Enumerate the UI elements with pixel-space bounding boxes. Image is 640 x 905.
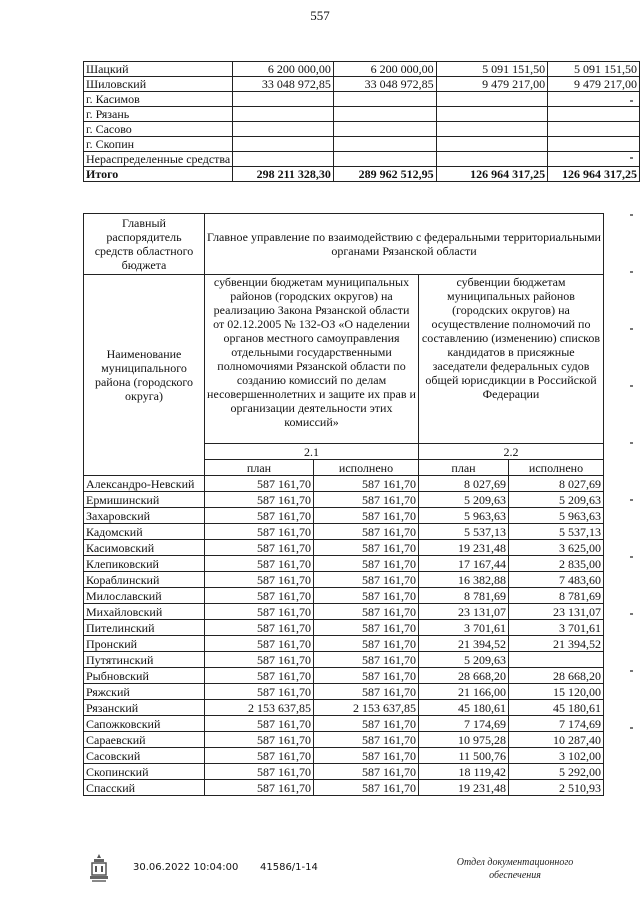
plan-value-2: 8 027,69 <box>419 476 509 492</box>
done-value-1: 587 161,70 <box>314 588 419 604</box>
district-name: Шиловский <box>84 77 233 92</box>
district-name: Итого <box>84 167 233 182</box>
table-row <box>84 652 604 668</box>
plan-value-1 <box>233 137 334 152</box>
table-row <box>84 524 604 540</box>
done-value-1: 587 161,70 <box>314 732 419 748</box>
plan-value-1: 298 211 328,30 <box>233 167 334 182</box>
table-row <box>84 764 604 780</box>
district-name: Скопинский <box>84 764 205 780</box>
done-value-2 <box>548 107 640 122</box>
done-value-1: 587 161,70 <box>314 748 419 764</box>
plan-value-2: 18 119,42 <box>419 764 509 780</box>
plan-value-1: 587 161,70 <box>205 540 314 556</box>
plan-value-1: 587 161,70 <box>205 476 314 492</box>
done-value-1: 587 161,70 <box>314 476 419 492</box>
plan-value-2 <box>436 137 548 152</box>
district-name: Милославский <box>84 588 205 604</box>
table-row <box>84 716 604 732</box>
done-value-1 <box>333 122 436 137</box>
plan-value-1: 33 048 972,85 <box>233 77 334 92</box>
district-name: Рыбновский <box>84 668 205 684</box>
plan-value-2: 17 167,44 <box>419 556 509 572</box>
plan-value-2: 23 131,07 <box>419 604 509 620</box>
table-row <box>84 62 640 77</box>
plan-value-2: 9 479 217,00 <box>436 77 548 92</box>
header-plan-2: план <box>419 460 509 476</box>
header-district: Наименование муниципального района (городского округа) <box>84 275 205 476</box>
emblem-icon <box>88 852 110 884</box>
done-value-1: 587 161,70 <box>314 508 419 524</box>
district-name: Путятинский <box>84 652 205 668</box>
plan-value-2: 5 209,63 <box>419 492 509 508</box>
plan-value-2: 21 166,00 <box>419 684 509 700</box>
table-row <box>84 92 640 107</box>
district-name: Александро-Невский <box>84 476 205 492</box>
done-value-1: 587 161,70 <box>314 636 419 652</box>
plan-value-1 <box>233 152 334 167</box>
plan-value-1: 587 161,70 <box>205 588 314 604</box>
done-value-2: 3 701,61 <box>509 620 604 636</box>
header-subvention-2: субвенции бюджетам муниципальных районов (городских округов) на осуществление полномочий по составлению (изменению) списков кандидатов в присяжные заседатели федеральных судов общей юрисдикции в Российской Федерации <box>419 275 604 444</box>
plan-value-2: 19 231,48 <box>419 780 509 796</box>
plan-value-2: 126 964 317,25 <box>436 167 548 182</box>
plan-value-2: 8 781,69 <box>419 588 509 604</box>
district-name: Касимовский <box>84 540 205 556</box>
table-row <box>84 668 604 684</box>
done-value-2: 3 102,00 <box>509 748 604 764</box>
table-row <box>84 492 604 508</box>
done-value-2: 10 287,40 <box>509 732 604 748</box>
done-value-1: 587 161,70 <box>314 556 419 572</box>
done-value-1: 587 161,70 <box>314 684 419 700</box>
table-row <box>84 748 604 764</box>
header-done-1: исполнено <box>314 460 419 476</box>
district-name: Михайловский <box>84 604 205 620</box>
table-row <box>84 700 604 716</box>
table-row <box>84 732 604 748</box>
plan-value-2: 28 668,20 <box>419 668 509 684</box>
done-value-2: 2 835,00 <box>509 556 604 572</box>
header-distributor: Главный распорядитель средств областного бюджета <box>84 214 205 275</box>
plan-value-2: 10 975,28 <box>419 732 509 748</box>
done-value-2: 2 510,93 <box>509 780 604 796</box>
footer-datetime: 30.06.2022 10:04:00 <box>133 862 239 873</box>
done-value-2: 5 963,63 <box>509 508 604 524</box>
district-name: Захаровский <box>84 508 205 524</box>
header-done-2: исполнено <box>509 460 604 476</box>
done-value-2: 45 180,61 <box>509 700 604 716</box>
plan-value-2 <box>436 107 548 122</box>
district-name: Ряжский <box>84 684 205 700</box>
plan-value-2: 21 394,52 <box>419 636 509 652</box>
table-row <box>84 167 640 182</box>
plan-value-1: 587 161,70 <box>205 748 314 764</box>
plan-value-1: 587 161,70 <box>205 684 314 700</box>
plan-value-2: 19 231,48 <box>419 540 509 556</box>
done-value-1 <box>333 152 436 167</box>
plan-value-2 <box>436 122 548 137</box>
district-name: г. Сасово <box>84 122 233 137</box>
done-value-2: 8 027,69 <box>509 476 604 492</box>
table-row <box>84 508 604 524</box>
done-value-2: 7 483,60 <box>509 572 604 588</box>
done-value-1: 33 048 972,85 <box>333 77 436 92</box>
plan-value-1: 587 161,70 <box>205 620 314 636</box>
done-value-2 <box>548 122 640 137</box>
table-row <box>84 476 604 492</box>
done-value-1: 2 153 637,85 <box>314 700 419 716</box>
done-value-1: 587 161,70 <box>314 620 419 636</box>
done-value-1: 587 161,70 <box>314 572 419 588</box>
header-plan-1: план <box>205 460 314 476</box>
table-row <box>84 780 604 796</box>
page-edge-marks <box>630 100 636 880</box>
plan-value-1: 587 161,70 <box>205 492 314 508</box>
district-name: Кораблинский <box>84 572 205 588</box>
done-value-2 <box>548 137 640 152</box>
plan-value-1: 587 161,70 <box>205 604 314 620</box>
done-value-2: 5 209,63 <box>509 492 604 508</box>
district-name: Ермишинский <box>84 492 205 508</box>
done-value-2: 15 120,00 <box>509 684 604 700</box>
plan-value-1: 587 161,70 <box>205 572 314 588</box>
plan-value-1 <box>233 92 334 107</box>
done-value-1 <box>333 137 436 152</box>
plan-value-1: 587 161,70 <box>205 524 314 540</box>
done-value-1 <box>333 92 436 107</box>
done-value-2 <box>548 152 640 167</box>
table-row <box>84 620 604 636</box>
plan-value-1 <box>233 122 334 137</box>
done-value-2: 7 174,69 <box>509 716 604 732</box>
done-value-2: 23 131,07 <box>509 604 604 620</box>
plan-value-1: 587 161,70 <box>205 764 314 780</box>
done-value-2: 8 781,69 <box>509 588 604 604</box>
done-value-1: 6 200 000,00 <box>333 62 436 77</box>
footer-doc-id: 41586/1-14 <box>260 862 318 873</box>
plan-value-1: 587 161,70 <box>205 636 314 652</box>
district-name: Рязанский <box>84 700 205 716</box>
done-value-1: 587 161,70 <box>314 716 419 732</box>
done-value-2: 9 479 217,00 <box>548 77 640 92</box>
plan-value-2: 11 500,76 <box>419 748 509 764</box>
plan-value-2 <box>436 92 548 107</box>
done-value-1: 587 161,70 <box>314 524 419 540</box>
done-value-1: 587 161,70 <box>314 604 419 620</box>
district-name: Сараевский <box>84 732 205 748</box>
plan-value-1: 2 153 637,85 <box>205 700 314 716</box>
top-table <box>83 61 640 182</box>
plan-value-1: 587 161,70 <box>205 556 314 572</box>
table-row <box>84 152 640 167</box>
done-value-2: 126 964 317,25 <box>548 167 640 182</box>
district-name: г. Касимов <box>84 92 233 107</box>
district-name: Шацкий <box>84 62 233 77</box>
table-row <box>84 137 640 152</box>
done-value-2 <box>509 652 604 668</box>
table-row <box>84 604 604 620</box>
footer-stamp: Отдел документационного обеспечения <box>456 857 574 881</box>
district-name: Кадомский <box>84 524 205 540</box>
done-value-1: 289 962 512,95 <box>333 167 436 182</box>
plan-value-1: 6 200 000,00 <box>233 62 334 77</box>
plan-value-2: 5 209,63 <box>419 652 509 668</box>
done-value-1: 587 161,70 <box>314 492 419 508</box>
done-value-1: 587 161,70 <box>314 764 419 780</box>
table-row <box>84 684 604 700</box>
plan-value-2: 7 174,69 <box>419 716 509 732</box>
plan-value-2: 16 382,88 <box>419 572 509 588</box>
plan-value-2: 3 701,61 <box>419 620 509 636</box>
header-subvention-1: субвенции бюджетам муниципальных районов (городских округов) на реализацию Закона Рязанской области от 02.12.2005 № 132-ОЗ «О наделении органов местного самоуправления отдельными государственными полномочиями Рязанской области по созданию комиссий по делам несовершеннолетних и защите их прав и организации деятельности этих комиссий» <box>205 275 419 444</box>
done-value-1: 587 161,70 <box>314 652 419 668</box>
plan-value-1: 587 161,70 <box>205 668 314 684</box>
plan-value-1 <box>233 107 334 122</box>
plan-value-2: 45 180,61 <box>419 700 509 716</box>
plan-value-2 <box>436 152 548 167</box>
header-directorate: Главное управление по взаимодействию с федеральными территориальными органами Рязанской области <box>205 214 604 275</box>
done-value-1: 587 161,70 <box>314 780 419 796</box>
done-value-1: 587 161,70 <box>314 540 419 556</box>
plan-value-1: 587 161,70 <box>205 780 314 796</box>
done-value-2: 5 292,00 <box>509 764 604 780</box>
plan-value-2: 5 963,63 <box>419 508 509 524</box>
table-row <box>84 540 604 556</box>
district-name: Сапожковский <box>84 716 205 732</box>
header-code-1: 2.1 <box>205 444 419 460</box>
done-value-1 <box>333 107 436 122</box>
district-name: Спасский <box>84 780 205 796</box>
done-value-2: 3 625,00 <box>509 540 604 556</box>
district-name: г. Скопин <box>84 137 233 152</box>
district-name: Нераспределенные средства <box>84 152 233 167</box>
district-name: Пителинский <box>84 620 205 636</box>
table-row <box>84 636 604 652</box>
done-value-2 <box>548 92 640 107</box>
plan-value-2: 5 537,13 <box>419 524 509 540</box>
done-value-2: 21 394,52 <box>509 636 604 652</box>
plan-value-1: 587 161,70 <box>205 716 314 732</box>
plan-value-1: 587 161,70 <box>205 732 314 748</box>
main-table <box>83 213 604 796</box>
table-row <box>84 572 604 588</box>
plan-value-1: 587 161,70 <box>205 652 314 668</box>
table-row <box>84 122 640 137</box>
table-row <box>84 107 640 122</box>
header-code-2: 2.2 <box>419 444 604 460</box>
done-value-2: 28 668,20 <box>509 668 604 684</box>
page-number: 557 <box>310 8 330 23</box>
done-value-2: 5 537,13 <box>509 524 604 540</box>
table-row <box>84 77 640 92</box>
table-row <box>84 588 604 604</box>
table-row <box>84 556 604 572</box>
district-name: Сасовский <box>84 748 205 764</box>
plan-value-2: 5 091 151,50 <box>436 62 548 77</box>
district-name: Пронский <box>84 636 205 652</box>
district-name: Клепиковский <box>84 556 205 572</box>
done-value-1: 587 161,70 <box>314 668 419 684</box>
plan-value-1: 587 161,70 <box>205 508 314 524</box>
done-value-2: 5 091 151,50 <box>548 62 640 77</box>
district-name: г. Рязань <box>84 107 233 122</box>
